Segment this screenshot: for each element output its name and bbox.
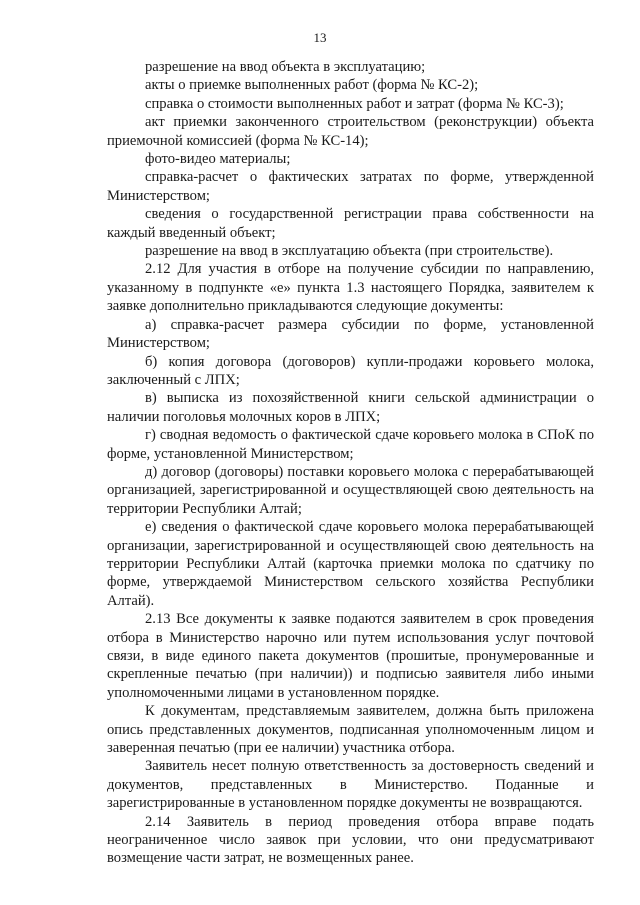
paragraph: е) сведения о фактической сдаче коровьего молока перерабатывающей организации, зарегистрированной и осуществляющей свою деятельность на территории Республики Алтай (карточка приемки молока по сдатчику по форме, утверждаемой Министерством сельского хозяйства Республики Алтай). xyxy=(107,519,594,609)
paragraph: сведения о государственной регистрации права собственности на каждый введенный объект; xyxy=(107,206,594,241)
paragraph: д) договор (договоры) поставки коровьего молока с перерабатывающей организацией, зарегистрированной и осуществляющей свою деятельность на территории Республики Алтай; xyxy=(107,463,594,517)
paragraph: а) справка-расчет размера субсидии по форме, установленной Министерством; xyxy=(107,316,594,352)
paragraph: в) выписка из похозяйственной книги сельской администрации о наличии поголовья молочных коров в ЛПХ; xyxy=(107,390,594,425)
paragraph: разрешение на ввод объекта в эксплуатацию; xyxy=(145,59,426,75)
paragraph: Заявитель несет полную ответственность за достоверность сведений и документов, представленных в Министерство. Поданные и зарегистрированные в установленном порядке документы не возвращаются. xyxy=(107,758,594,812)
paragraph: акты о приемке выполненных работ (форма № КС-2); xyxy=(145,77,479,94)
paragraph: 2.12 Для участия в отборе на получение субсидии по направлению, указанному в подпункте «е» пункта 1.3 настоящего Порядка, заявителем к заявке дополнительно прикладываются следующие документы: xyxy=(107,261,594,315)
paragraph: справка о стоимости выполненных работ и затрат (форма № КС-3); xyxy=(145,95,564,112)
paragraph: б) копия договора (договоров) купли-продажи коровьего молока, заключенный с ЛПХ; xyxy=(107,353,594,388)
paragraph: К документам, представляемым заявителем, должна быть приложена опись представленных документов, подписанная уполномоченным лицом и заверенная печатью (при ее наличии) участника отбора. xyxy=(107,703,594,757)
paragraph: справка-расчет о фактических затратах по форме, утвержденной Министерством; xyxy=(107,169,594,204)
paragraph: акт приемки законченного строительством (реконструкции) объекта приемочной комиссией (форма № КС-14); xyxy=(107,114,594,149)
page-number: 13 xyxy=(313,30,327,45)
paragraph: 2.13 Все документы к заявке подаются заявителем в срок проведения отбора в Министерство нарочно или путем использования услуг почтовой связи, в виде единого пакета документов (прошитые, пронумерованные и скрепленные печатью (при наличии)) и подписью заявителя либо иными уполномоченными лицами в установленном порядке. xyxy=(107,611,594,701)
paragraph: 2.14 Заявитель в период проведения отбора вправе подать неограниченное число заявок при условии, что они предусматривают возмещение части затрат, не возмещенных ранее. xyxy=(107,813,594,867)
paragraph: разрешение на ввод в эксплуатацию объекта (при строительстве). xyxy=(145,243,554,260)
document-body xyxy=(107,58,594,868)
paragraph: г) сводная ведомость о фактической сдаче коровьего молока в СПоК по форме, установленной Министерством; xyxy=(107,427,594,462)
paragraph: фото-видео материалы; xyxy=(145,151,291,168)
